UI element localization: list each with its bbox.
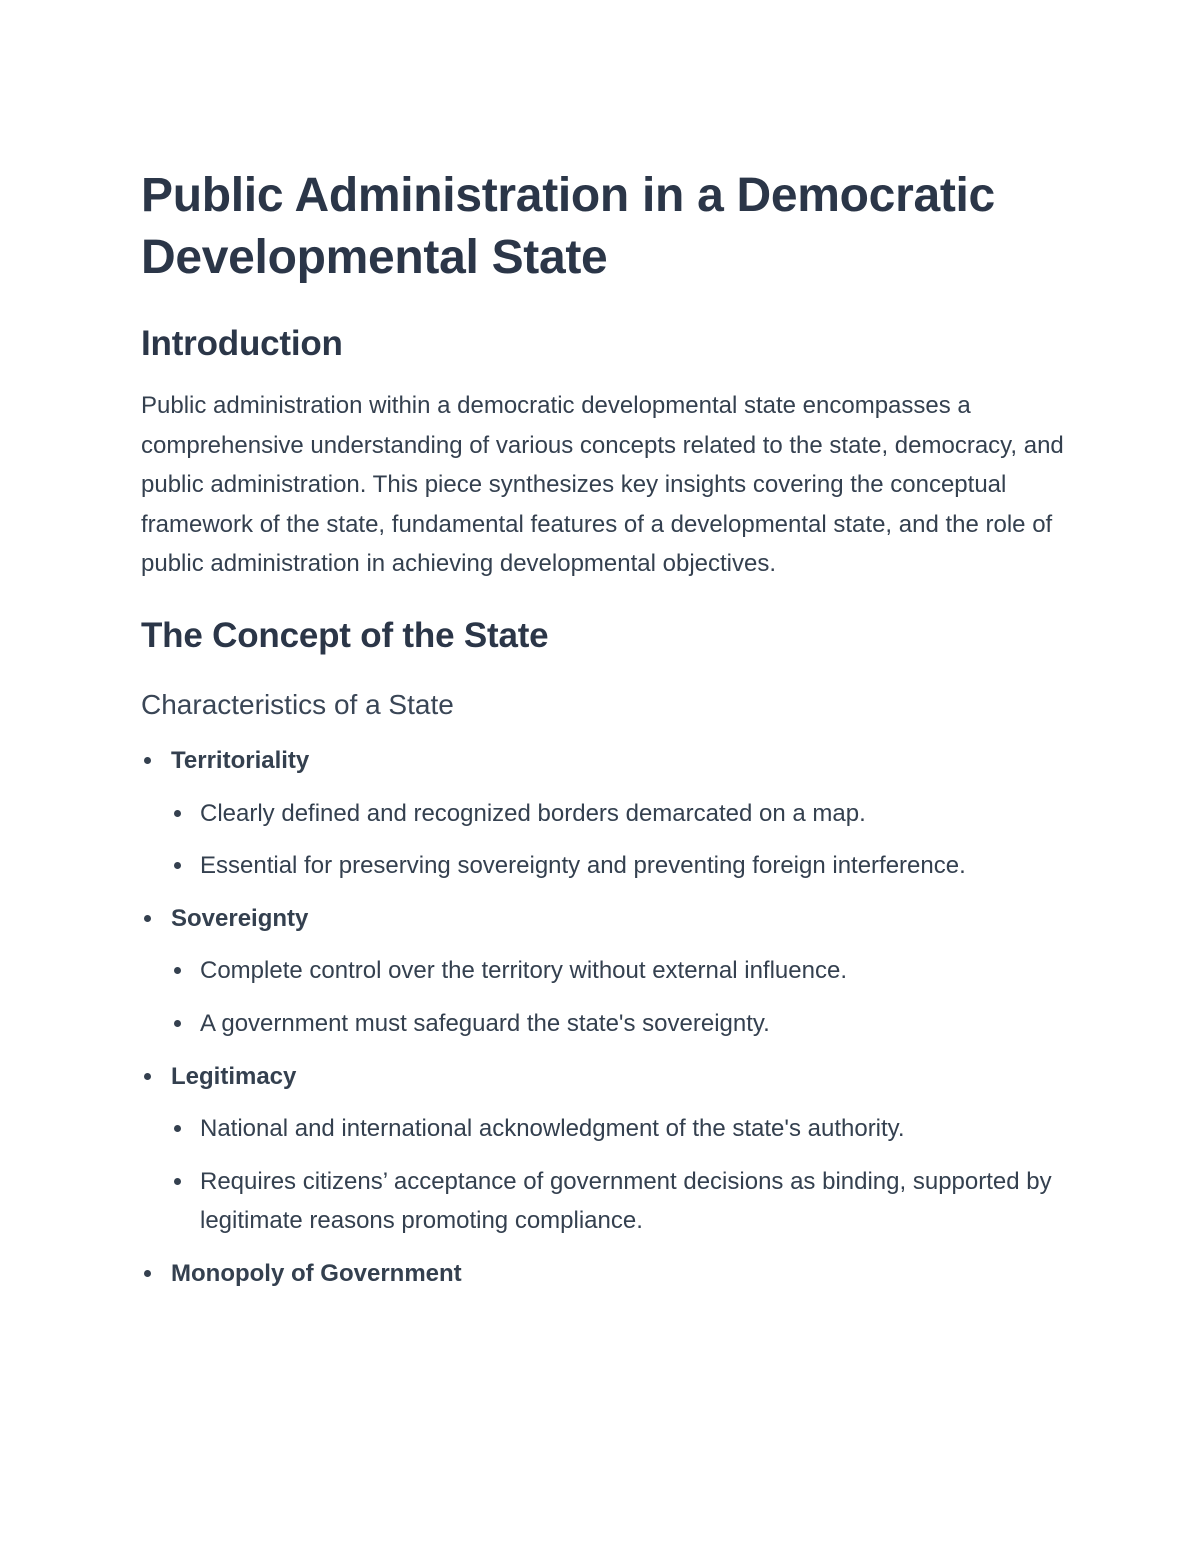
section-heading-introduction: Introduction <box>141 324 343 363</box>
introduction-paragraph: Public administration within a democratic developmental state encompasses a comprehensive understanding of various concepts related to the state, democracy, and public administration. This piece synthesizes key insights covering the conceptual framework of the state, fundamental features of a developmental state, and the role of public administration in achieving developmental objectives. <box>141 392 1064 578</box>
sub-list-legitimacy <box>171 1109 1071 1241</box>
list-item: Requires citizens’ acceptance of government decisions as binding, supported by legitimate reasons promoting compliance. <box>171 1162 1071 1241</box>
term-territoriality: Territoriality <box>171 746 310 774</box>
term-sovereignty: Sovereignty <box>171 904 309 932</box>
sub-list-territoriality <box>171 794 1071 886</box>
list-item: National and international acknowledgment of the state's authority. <box>171 1109 1071 1149</box>
term-monopoly-of-government: Monopoly of Government <box>171 1259 462 1287</box>
list-item: Essential for preserving sovereignty and preventing foreign interference. <box>171 846 1071 886</box>
term-legitimacy: Legitimacy <box>171 1062 297 1090</box>
sub-list-sovereignty <box>171 951 1071 1043</box>
list-item-legitimacy <box>141 1057 1071 1241</box>
list-item: Clearly defined and recognized borders demarcated on a map. <box>171 794 1071 834</box>
list-item-monopoly-of-government <box>141 1254 1071 1294</box>
document-title: Public Administration in a Democratic Developmental State <box>141 169 995 284</box>
list-item-sovereignty <box>141 899 1071 1044</box>
list-item: A government must safeguard the state's sovereignty. <box>171 1004 1071 1044</box>
list-item-territoriality <box>141 741 1071 886</box>
section-heading-concept-of-state: The Concept of the State <box>141 615 549 655</box>
document-page <box>141 165 1071 1307</box>
list-item: Complete control over the territory without external influence. <box>171 951 1071 991</box>
characteristics-list <box>141 741 1071 1294</box>
subheading-characteristics: Characteristics of a State <box>141 688 454 720</box>
